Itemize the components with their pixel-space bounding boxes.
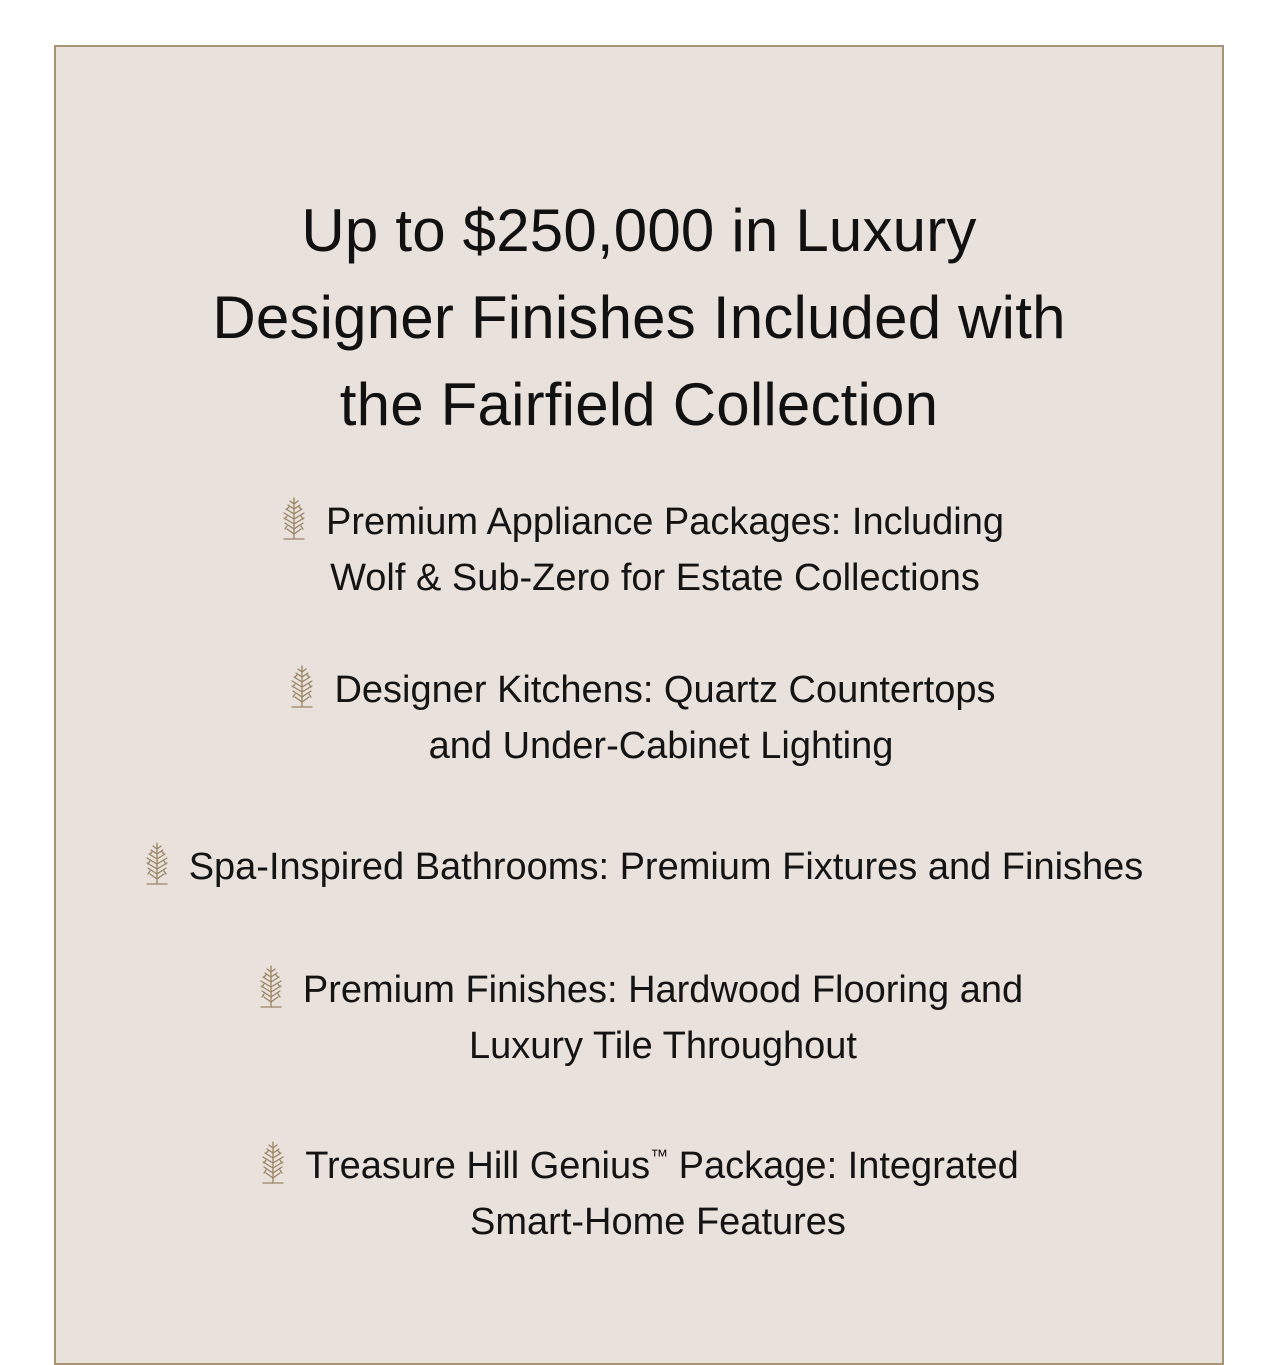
feature-line: [256, 662, 1026, 718]
feature-finishes: [224, 962, 1054, 1074]
feature-text: Premium Finishes: Hardwood Flooring and: [302, 969, 1024, 1011]
tree-icon: [286, 664, 318, 710]
feature-bathrooms: [122, 839, 1162, 895]
trademark-symbol: ™: [650, 1146, 669, 1166]
feature-line: Smart-Home Features: [470, 1201, 846, 1243]
feature-kitchens: [256, 662, 1026, 774]
feature-text: Designer Kitchens: Quartz Countertops: [334, 669, 996, 711]
feature-line: [122, 839, 1162, 895]
promo-card: [54, 45, 1224, 1365]
feature-text: Premium Appliance Packages: Including: [325, 501, 1005, 543]
feature-text: Spa-Inspired Bathrooms: Premium Fixtures and Finishes: [188, 846, 1144, 888]
feature-line: Luxury Tile Throughout: [469, 1025, 857, 1067]
headline-line-3: the Fairfield Collection: [339, 371, 939, 438]
headline-line-1: Up to $250,000 in Luxury: [301, 197, 977, 264]
feature-smart-home: [228, 1128, 1048, 1250]
headline-line-2: Designer Finishes Included with: [212, 284, 1066, 351]
promo-headline: [56, 187, 1222, 448]
feature-text: Treasure Hill Genius: [305, 1145, 651, 1187]
tree-icon: [278, 496, 310, 542]
feature-line: and Under-Cabinet Lighting: [428, 725, 894, 767]
tree-icon: [257, 1140, 289, 1186]
feature-line: [246, 494, 1036, 550]
tree-icon: [255, 964, 287, 1010]
tree-icon: [141, 841, 173, 887]
feature-line: Wolf & Sub-Zero for Estate Collections: [330, 557, 980, 599]
feature-line: [228, 1128, 1048, 1194]
feature-text: Package: Integrated: [668, 1145, 1019, 1187]
feature-appliances: [246, 494, 1036, 606]
feature-line: [224, 962, 1054, 1018]
